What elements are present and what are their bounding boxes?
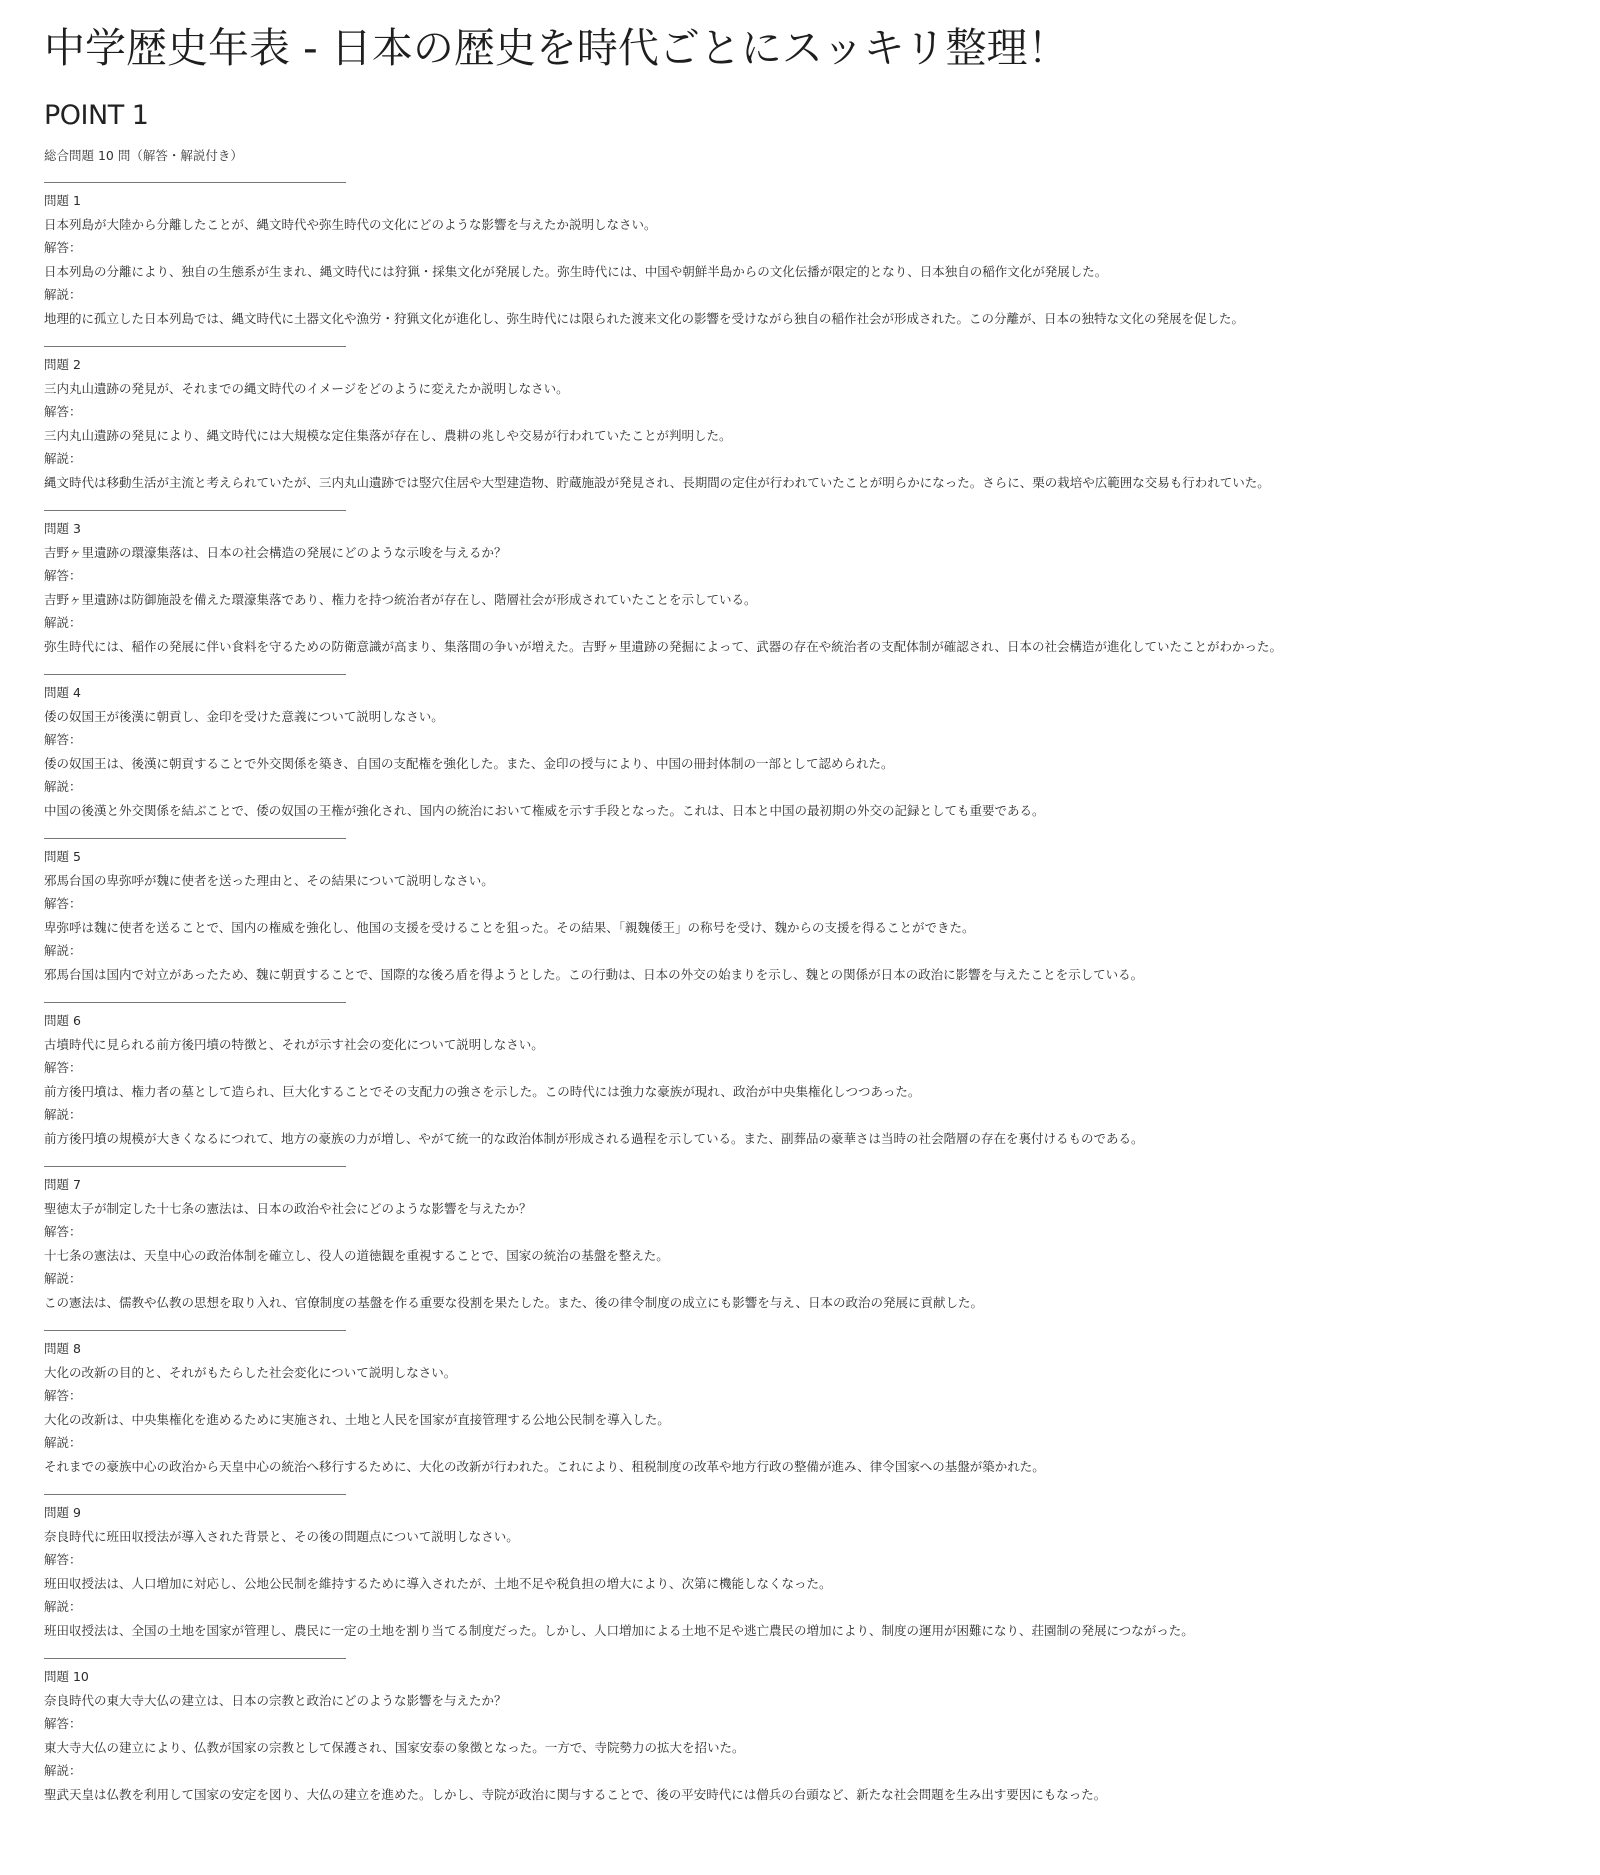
answer-text: 倭の奴国王は、後漢に朝貢することで外交関係を築き、自国の支配権を強化した。また、金印の授与により、中国の冊封体制の一部として認められた。 xyxy=(44,755,894,771)
question-block xyxy=(44,510,1574,674)
question-number: 問題 2 xyxy=(44,357,81,372)
question-text: 古墳時代に見られる前方後円墳の特徴と、それが示す社会の変化について説明しなさい。 xyxy=(44,1036,544,1052)
answer-label: 解答： xyxy=(44,568,82,583)
section-heading: POINT 1 xyxy=(44,100,149,131)
question-divider xyxy=(44,346,346,347)
question-divider xyxy=(44,674,346,675)
question-divider xyxy=(44,1330,346,1331)
answer-text: 班田収授法は、人口増加に対応し、公地公民制を維持するために導入されたが、土地不足や税負担の増大により、次第に機能しなくなった。 xyxy=(44,1575,832,1591)
explanation-text: 班田収授法は、全国の土地を国家が管理し、農民に一定の土地を割り当てる制度だった。しかし、人口増加による土地不足や逃亡農民の増加により、制度の運用が困難になり、荘園制の発展につながった。 xyxy=(44,1622,1194,1638)
explanation-text: 中国の後漢と外交関係を結ぶことで、倭の奴国の王権が強化され、国内の統治において権威を示す手段となった。これは、日本と中国の最初期の外交の記録としても重要である。 xyxy=(44,802,1045,818)
question-block xyxy=(44,346,1574,510)
question-block xyxy=(44,1002,1574,1166)
explanation-label: 解説： xyxy=(44,1763,82,1778)
question-number: 問題 1 xyxy=(44,193,81,208)
question-divider xyxy=(44,1166,346,1167)
question-divider xyxy=(44,1002,346,1003)
question-number: 問題 4 xyxy=(44,685,81,700)
question-text: 邪馬台国の卑弥呼が魏に使者を送った理由と、その結果について説明しなさい。 xyxy=(44,872,494,888)
question-text: 大化の改新の目的と、それがもたらした社会変化について説明しなさい。 xyxy=(44,1364,457,1380)
page-title: 中学歴史年表 - 日本の歴史を時代ごとにスッキリ整理！ xyxy=(44,24,1069,72)
question-divider xyxy=(44,1494,346,1495)
question-text: 奈良時代の東大寺大仏の建立は、日本の宗教と政治にどのような影響を与えたか？ xyxy=(44,1692,507,1708)
question-divider xyxy=(44,838,346,839)
question-divider xyxy=(44,182,346,183)
question-divider xyxy=(44,1658,346,1659)
question-block xyxy=(44,182,1574,346)
explanation-label: 解説： xyxy=(44,287,82,302)
explanation-label: 解説： xyxy=(44,779,82,794)
answer-text: 吉野ヶ里遺跡は防御施設を備えた環濠集落であり、権力を持つ統治者が存在し、階層社会が形成されていたことを示している。 xyxy=(44,591,757,607)
explanation-text: 縄文時代は移動生活が主流と考えられていたが、三内丸山遺跡では竪穴住居や大型建造物、貯蔵施設が発見され、長期間の定住が行われていたことが明らかになった。さらに、栗の栽培や広範囲な交易も行われていた。 xyxy=(44,474,1270,490)
answer-label: 解答： xyxy=(44,1716,82,1731)
answer-label: 解答： xyxy=(44,732,82,747)
question-text: 聖徳太子が制定した十七条の憲法は、日本の政治や社会にどのような影響を与えたか？ xyxy=(44,1200,532,1216)
question-text: 三内丸山遺跡の発見が、それまでの縄文時代のイメージをどのように変えたか説明しなさい。 xyxy=(44,380,569,396)
answer-text: 日本列島の分離により、独自の生態系が生まれ、縄文時代には狩猟・採集文化が発展した。弥生時代には、中国や朝鮮半島からの文化伝播が限定的となり、日本独自の稲作文化が発展した。 xyxy=(44,263,1108,279)
quiz-subtitle: 総合問題 10 問（解答・解説付き） xyxy=(44,148,243,163)
explanation-label: 解説： xyxy=(44,1271,82,1286)
explanation-text: それまでの豪族中心の政治から天皇中心の統治へ移行するために、大化の改新が行われた。これにより、租税制度の改革や地方行政の整備が進み、律令国家への基盤が築かれた。 xyxy=(44,1458,1045,1474)
question-text: 日本列島が大陸から分離したことが、縄文時代や弥生時代の文化にどのような影響を与えたか説明しなさい。 xyxy=(44,216,657,232)
explanation-label: 解説： xyxy=(44,1107,82,1122)
explanation-label: 解説： xyxy=(44,943,82,958)
question-block xyxy=(44,838,1574,1002)
question-text: 吉野ヶ里遺跡の環濠集落は、日本の社会構造の発展にどのような示唆を与えるか？ xyxy=(44,544,507,560)
answer-text: 東大寺大仏の建立により、仏教が国家の宗教として保護され、国家安泰の象徴となった。一方で、寺院勢力の拡大を招いた。 xyxy=(44,1739,745,1755)
question-block xyxy=(44,1330,1574,1494)
answer-text: 大化の改新は、中央集権化を進めるために実施され、土地と人民を国家が直接管理する公地公民制を導入した。 xyxy=(44,1411,670,1427)
answer-label: 解答： xyxy=(44,1552,82,1567)
question-divider xyxy=(44,510,346,511)
answer-label: 解答： xyxy=(44,404,82,419)
question-text: 倭の奴国王が後漢に朝貢し、金印を受けた意義について説明しなさい。 xyxy=(44,708,444,724)
explanation-label: 解説： xyxy=(44,1599,82,1614)
explanation-text: 聖武天皇は仏教を利用して国家の安定を図り、大仏の建立を進めた。しかし、寺院が政治に関与することで、後の平安時代には僧兵の台頭など、新たな社会問題を生み出す要因にもなった。 xyxy=(44,1786,1107,1802)
question-block xyxy=(44,1658,1574,1822)
answer-label: 解答： xyxy=(44,1388,82,1403)
answer-label: 解答： xyxy=(44,240,82,255)
question-number: 問題 5 xyxy=(44,849,81,864)
explanation-text: 邪馬台国は国内で対立があったため、魏に朝貢することで、国際的な後ろ盾を得ようとした。この行動は、日本の外交の始まりを示し、魏との関係が日本の政治に影響を与えたことを示している。 xyxy=(44,966,1144,982)
question-list xyxy=(44,182,1574,1822)
explanation-text: この憲法は、儒教や仏教の思想を取り入れ、官僚制度の基盤を作る重要な役割を果たした。また、後の律令制度の成立にも影響を与え、日本の政治の発展に貢献した。 xyxy=(44,1294,984,1310)
explanation-text: 弥生時代には、稲作の発展に伴い食料を守るための防衛意識が高まり、集落間の争いが増えた。吉野ヶ里遺跡の発掘によって、武器の存在や統治者の支配体制が確認され、日本の社会構造が進化していたことがわかった。 xyxy=(44,638,1283,654)
question-block xyxy=(44,1166,1574,1330)
answer-text: 前方後円墳は、権力者の墓として造られ、巨大化することでその支配力の強さを示した。この時代には強力な豪族が現れ、政治が中央集権化しつつあった。 xyxy=(44,1083,921,1099)
answer-text: 卑弥呼は魏に使者を送ることで、国内の権威を強化し、他国の支援を受けることを狙った。その結果、「親魏倭王」の称号を受け、魏からの支援を得ることができた。 xyxy=(44,919,975,935)
answer-text: 十七条の憲法は、天皇中心の政治体制を確立し、役人の道徳観を重視することで、国家の統治の基盤を整えた。 xyxy=(44,1247,669,1263)
explanation-text: 前方後円墳の規模が大きくなるにつれて、地方の豪族の力が増し、やがて統一的な政治体制が形成される過程を示している。また、副葬品の豪華さは当時の社会階層の存在を裏付けるものである。 xyxy=(44,1130,1144,1146)
answer-label: 解答： xyxy=(44,896,82,911)
explanation-label: 解説： xyxy=(44,1435,82,1450)
question-number: 問題 10 xyxy=(44,1669,89,1684)
question-number: 問題 6 xyxy=(44,1013,81,1028)
explanation-label: 解説： xyxy=(44,615,82,630)
answer-text: 三内丸山遺跡の発見により、縄文時代には大規模な定住集落が存在し、農耕の兆しや交易が行われていたことが判明した。 xyxy=(44,427,732,443)
question-text: 奈良時代に班田収授法が導入された背景と、その後の問題点について説明しなさい。 xyxy=(44,1528,519,1544)
explanation-text: 地理的に孤立した日本列島では、縄文時代に土器文化や漁労・狩猟文化が進化し、弥生時代には限られた渡来文化の影響を受けながら独自の稲作社会が形成された。この分離が、日本の独特な文化の発展を促した。 xyxy=(44,310,1245,326)
explanation-label: 解説： xyxy=(44,451,82,466)
question-number: 問題 8 xyxy=(44,1341,81,1356)
answer-label: 解答： xyxy=(44,1224,82,1239)
answer-label: 解答： xyxy=(44,1060,82,1075)
question-block xyxy=(44,1494,1574,1658)
question-block xyxy=(44,674,1574,838)
question-number: 問題 9 xyxy=(44,1505,81,1520)
question-number: 問題 7 xyxy=(44,1177,81,1192)
question-number: 問題 3 xyxy=(44,521,81,536)
